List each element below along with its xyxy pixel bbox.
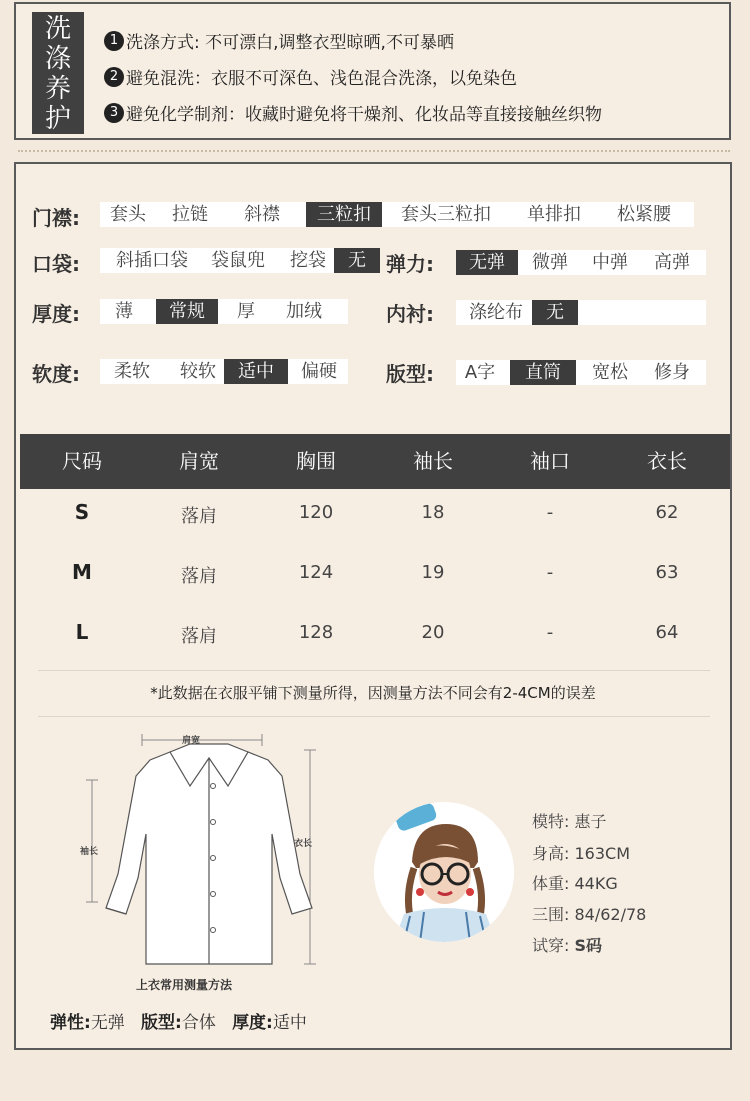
option-closure-diagonal: 斜襟 <box>244 204 280 225</box>
option-softness-fairly-soft: 较软 <box>180 361 216 382</box>
body-length-label: 衣长 <box>294 839 313 849</box>
option-elasticity-medium: 中弹 <box>592 252 628 273</box>
lining-label: 内衬: <box>386 302 434 326</box>
option-closure-single-breasted: 单排扣 <box>527 204 581 225</box>
shirt-measurement-diagram <box>76 724 336 984</box>
model-height <box>532 841 630 864</box>
option-closure-three-button-selected: 三粒扣 <box>306 202 382 227</box>
footer-thickness-value: 适中 <box>272 1013 307 1033</box>
shoulder-width-label: 肩宽 <box>182 736 201 746</box>
model-measurements <box>532 902 646 925</box>
option-elasticity-high: 高弹 <box>654 252 690 273</box>
care-item-text: 洗涤方式: 不可漂白,调整衣型晾晒,不可暴晒 <box>126 33 454 53</box>
model-try-label: 试穿: <box>532 936 570 955</box>
cell-length: 63 <box>655 562 679 583</box>
number-1-icon: 1 <box>104 31 124 51</box>
option-fit-straight-selected: 直筒 <box>510 360 576 385</box>
model-height-label: 身高: <box>532 844 570 863</box>
model-name-value: 惠子 <box>574 812 607 831</box>
option-softness-medium-selected: 适中 <box>224 359 288 384</box>
care-badge-char: 护 <box>44 104 71 134</box>
model-try-value: S码 <box>574 936 603 955</box>
footer-fit-label: 版型: <box>141 1013 182 1033</box>
lining-options <box>456 300 706 325</box>
model-weight <box>532 871 618 894</box>
option-softness-stiff: 偏硬 <box>301 361 337 382</box>
footer-elastic-value: 无弹 <box>90 1013 125 1033</box>
care-item-1 <box>104 28 454 53</box>
care-item-text: 避免混洗：衣服不可深色、浅色混合洗涤，以免染色 <box>126 69 517 89</box>
pocket-options <box>100 248 380 273</box>
header-size: 尺码 <box>62 449 102 473</box>
cell-shoulder: 落肩 <box>181 566 217 587</box>
cell-chest: 120 <box>298 502 334 523</box>
cell-chest: 124 <box>298 562 334 583</box>
cell-length: 64 <box>655 622 679 643</box>
care-badge-char: 洗 <box>44 14 71 44</box>
model-portrait-icon <box>374 802 514 942</box>
cell-chest: 128 <box>298 622 334 643</box>
model-measure-value: 84/62/78 <box>574 905 647 924</box>
option-lining-polyester: 涤纶布 <box>469 302 523 323</box>
pocket-label: 口袋: <box>32 252 80 276</box>
model-name <box>532 809 607 832</box>
option-closure-pullover: 套头 <box>110 204 146 225</box>
option-elasticity-none-selected: 无弹 <box>456 250 518 275</box>
size-table-header <box>20 434 730 489</box>
cell-size: M <box>72 560 92 584</box>
care-instructions-box <box>14 2 731 140</box>
elasticity-options <box>456 250 706 275</box>
cell-sleeve: 18 <box>421 502 445 523</box>
option-lining-none-selected: 无 <box>532 300 578 325</box>
softness-label: 软度: <box>32 362 80 386</box>
header-chest: 胸围 <box>296 449 336 473</box>
model-weight-value: 44KG <box>574 874 618 893</box>
footer-fit-value: 合体 <box>181 1013 216 1033</box>
fit-label: 版型: <box>386 362 434 386</box>
product-info-panel <box>14 162 732 1050</box>
option-pocket-welt: 挖袋 <box>290 250 326 271</box>
header-sleeve-length: 袖长 <box>413 449 453 473</box>
care-badge-char: 养 <box>44 74 71 104</box>
divider <box>38 670 710 671</box>
measurement-note: *此数据在衣服平铺下测量所得，因测量方法不同会有2-4CM的误差 <box>150 684 596 702</box>
option-fit-a-line: A字 <box>464 362 496 383</box>
cell-sleeve: 19 <box>421 562 445 583</box>
option-pocket-kangaroo: 袋鼠兜 <box>211 250 265 271</box>
option-closure-elastic-waist: 松紧腰 <box>617 204 671 225</box>
option-elasticity-slight: 微弹 <box>532 252 568 273</box>
cell-cuff: - <box>546 622 554 643</box>
closure-options <box>100 202 694 227</box>
option-thickness-thin: 薄 <box>115 301 133 322</box>
footer-thickness-label: 厚度: <box>232 1013 273 1033</box>
option-thickness-thick: 厚 <box>237 301 255 322</box>
header-body-length: 衣长 <box>647 449 687 473</box>
option-softness-soft: 柔软 <box>114 361 150 382</box>
option-fit-loose: 宽松 <box>592 362 628 383</box>
header-cuff: 袖口 <box>530 449 570 473</box>
sleeve-length-label: 袖长 <box>80 847 99 857</box>
care-badge <box>32 12 84 134</box>
cell-sleeve: 20 <box>421 622 445 643</box>
option-thickness-regular-selected: 常规 <box>156 299 218 324</box>
option-fit-slim: 修身 <box>654 362 690 383</box>
number-3-icon: 3 <box>104 103 124 123</box>
cell-cuff: - <box>546 502 554 523</box>
number-2-icon: 2 <box>104 67 124 87</box>
divider <box>38 716 710 717</box>
option-pocket-none-selected: 无 <box>334 248 380 273</box>
footer-elastic-label: 弹性: <box>50 1013 91 1033</box>
model-try-size <box>532 933 602 956</box>
option-closure-pullover-three-button: 套头三粒扣 <box>401 204 491 225</box>
care-badge-char: 涤 <box>44 44 71 74</box>
model-name-label: 模特: <box>532 812 570 831</box>
cell-length: 62 <box>655 502 679 523</box>
model-measure-label: 三围: <box>532 905 570 924</box>
care-item-3 <box>104 100 602 125</box>
care-item-2 <box>104 64 517 89</box>
option-pocket-slant: 斜插口袋 <box>116 250 188 271</box>
model-height-value: 163CM <box>574 844 631 863</box>
cell-shoulder: 落肩 <box>181 506 217 527</box>
cell-size: S <box>74 500 90 524</box>
cell-size: L <box>75 620 89 644</box>
cell-shoulder: 落肩 <box>181 626 217 647</box>
thickness-options <box>100 299 348 324</box>
elasticity-label: 弹力: <box>386 252 434 276</box>
shirt-icon <box>106 744 312 964</box>
summary-footer <box>50 1008 307 1033</box>
closure-label: 门襟: <box>32 206 80 230</box>
care-item-text: 避免化学制剂：收藏时避免将干燥剂、化妆品等直接接触丝织物 <box>126 105 602 125</box>
option-closure-zipper: 拉链 <box>172 204 208 225</box>
cell-cuff: - <box>546 562 554 583</box>
header-shoulder: 肩宽 <box>179 449 219 473</box>
model-avatar <box>374 802 514 942</box>
softness-options <box>100 359 348 384</box>
thickness-label: 厚度: <box>32 302 80 326</box>
diagram-caption: 上衣常用测量方法 <box>136 978 233 992</box>
option-thickness-fleece: 加绒 <box>286 301 322 322</box>
dotted-divider <box>18 150 730 152</box>
fit-options <box>456 360 706 385</box>
model-weight-label: 体重: <box>532 874 570 893</box>
